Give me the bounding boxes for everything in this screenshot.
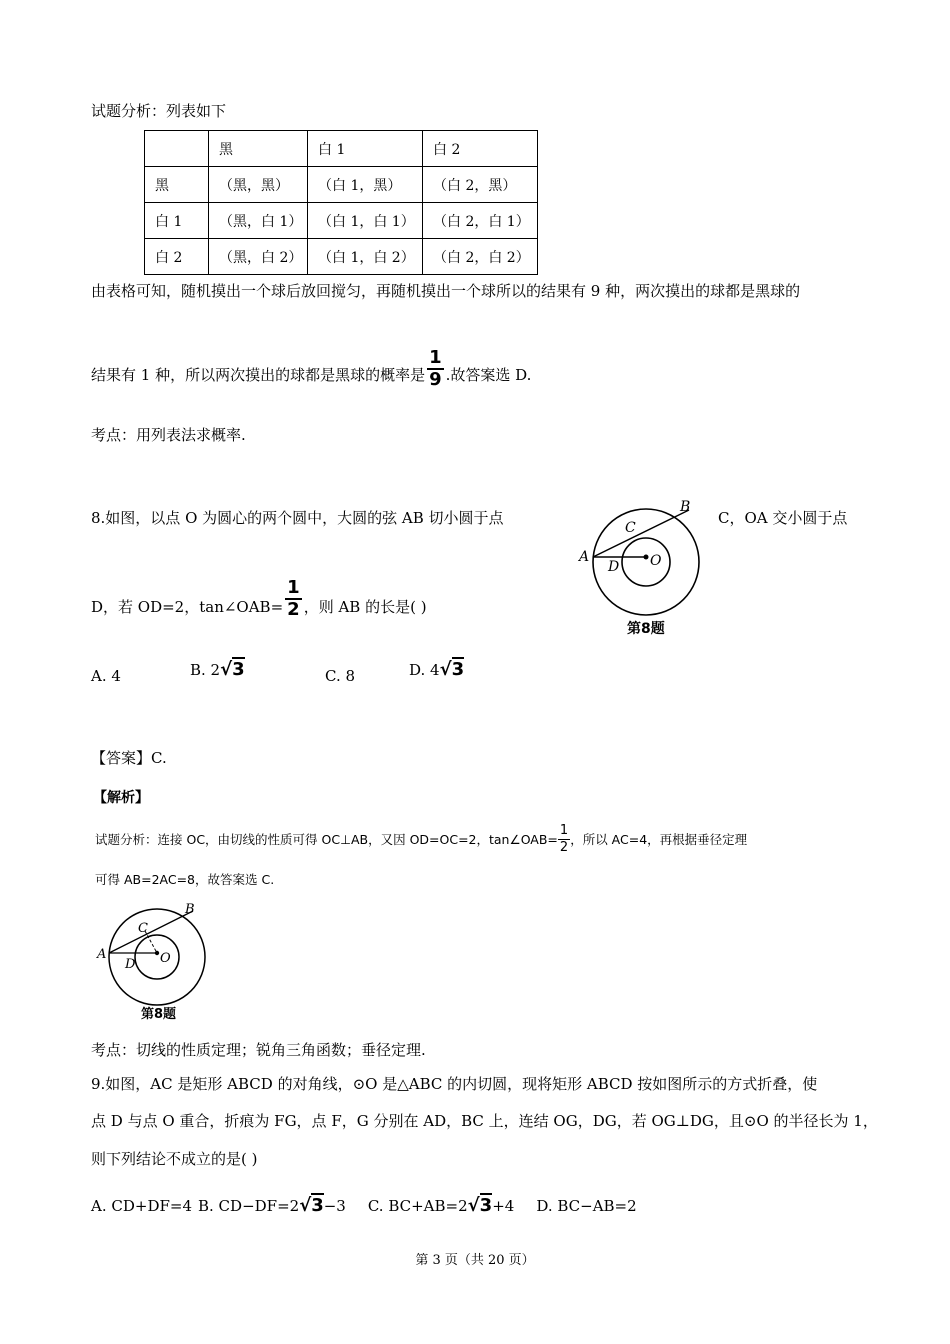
analysis-text: 试题分析：连接 OC，由切线的性质可得 OC⊥AB，又因 OD=OC=2，tan∠OAB=	[95, 832, 558, 847]
q7-text: 结果有 1 种，所以两次摸出的球都是黑球的概率是	[91, 366, 426, 384]
fraction-denominator: 2	[287, 599, 300, 620]
fraction-denominator: 9	[429, 369, 442, 390]
q9-line-2: 点 D 与点 O 重合，折痕为 FG，点 F，G 分别在 AD，BC 上，连结 OG，DG，若 OG⊥DG，且⊙O 的半径长为 1，	[91, 1112, 878, 1130]
analysis-text-end: ，所以 AC=4，再根据垂径定理	[570, 832, 748, 847]
fraction-numerator: 1	[559, 822, 569, 838]
table-cell: （黑，黑）	[209, 167, 308, 203]
q9-option-b	[198, 1196, 346, 1216]
label-b: B	[680, 499, 691, 515]
option-text: C. BC+AB=2	[367, 1197, 468, 1215]
q7-text-end: .故答案选 D.	[445, 366, 532, 384]
table-cell: （白 2，黑）	[423, 167, 538, 203]
outcome-table	[144, 130, 538, 275]
q8-option-d	[409, 660, 464, 680]
q7-paragraph-1: 由表格可知，随机摸出一个球后放回搅匀，再随机摸出一个球所以的结果有 9 种，两次摸出的球都是黑球的	[91, 282, 801, 300]
fraction-numerator: 1	[429, 347, 442, 368]
q8-option-c: C. 8	[325, 667, 356, 685]
label-o: O	[160, 951, 171, 966]
label-a: A	[97, 947, 107, 962]
option-text: B. CD−DF=2	[198, 1197, 300, 1215]
table-cell: 白 1	[308, 131, 423, 167]
q8-analysis-line-2: 可得 AB=2AC=8，故答案选 C.	[95, 872, 275, 887]
sqrt-symbol: √3	[220, 659, 245, 680]
fraction-denominator: 2	[559, 839, 569, 855]
q9-options	[91, 1186, 637, 1216]
q8-text-end: ，则 AB 的长是( )	[303, 598, 427, 616]
table-row	[145, 239, 538, 275]
q8-answer: 【答案】C.	[91, 749, 167, 767]
table-cell: （白 2，白 2）	[423, 239, 538, 275]
q9-option-c	[368, 1196, 514, 1216]
label-a: A	[579, 549, 590, 565]
fraction-one-half	[285, 578, 302, 620]
q8-line-1-left: 8.如图，以点 O 为圆心的两个圆中，大圆的弦 AB 切小圆于点	[91, 509, 504, 527]
table-cell: 白 1	[145, 203, 209, 239]
q8-text: D，若 OD=2，tan∠OAB=	[91, 598, 284, 616]
sqrt-symbol: √3	[467, 1195, 493, 1216]
label-d: D	[608, 559, 620, 575]
q8-line-2	[91, 568, 427, 620]
label-c: C	[625, 520, 636, 536]
figure-caption: 第8题	[141, 1007, 177, 1022]
q8-kaodian: 考点：切线的性质定理；锐角三角函数；垂径定理.	[91, 1041, 426, 1059]
table-cell: （白 2，白 1）	[423, 203, 538, 239]
sqrt-radicand: 3	[451, 659, 465, 680]
table-cell: 白 2	[423, 131, 538, 167]
label-d: D	[125, 957, 136, 972]
table-cell: 白 2	[145, 239, 209, 275]
q8-option-a: A. 4	[91, 667, 121, 685]
option-text: B. 2	[190, 661, 221, 679]
option-text-end: +4	[492, 1197, 515, 1215]
sqrt-symbol: √3	[299, 1195, 324, 1216]
option-text: D. 4	[409, 661, 440, 679]
q9-option-d: D. BC−AB=2	[536, 1197, 637, 1215]
sqrt-radicand: 3	[232, 659, 245, 680]
table-row	[145, 167, 538, 203]
q7-paragraph-2	[91, 340, 531, 390]
q9-line-1: 9.如图，AC 是矩形 ABCD 的对角线，⊙O 是△ABC 的内切圆，现将矩形 ABCD 按如图所示的方式折叠，使	[91, 1075, 818, 1093]
q8-option-b	[190, 660, 245, 680]
table-cell: （白 1，黑）	[308, 167, 423, 203]
q7-kaodian: 考点：用列表法求概率.	[91, 426, 246, 444]
circle-figure-2	[95, 900, 215, 1025]
table-cell: 黑	[145, 167, 209, 203]
sqrt-radicand: 3	[479, 1195, 493, 1216]
q9-option-a: A. CD+DF=4	[91, 1197, 192, 1215]
page-footer: 第 3 页（共 20 页）	[415, 1253, 535, 1268]
analysis-heading: 试题分析：列表如下	[91, 102, 227, 120]
table-cell: 黑	[209, 131, 308, 167]
option-text-end: −3	[323, 1197, 346, 1215]
label-c: C	[138, 921, 148, 936]
figure-caption: 第8题	[627, 621, 665, 637]
sqrt-symbol: √3	[439, 659, 465, 680]
circle-figure	[575, 495, 710, 640]
table-cell	[145, 131, 209, 167]
label-b: B	[185, 902, 195, 917]
table-cell: （黑，白 2）	[209, 239, 308, 275]
sqrt-radicand: 3	[311, 1195, 324, 1216]
table-cell: （白 1，白 1）	[308, 203, 423, 239]
analysis-fraction	[558, 823, 570, 856]
q8-analysis-line-1	[95, 818, 747, 860]
table-header-row	[145, 131, 538, 167]
q9-line-3: 则下列结论不成立的是( )	[91, 1150, 258, 1168]
fraction-one-ninth	[427, 348, 444, 390]
q8-jiexi: 【解析】	[93, 790, 149, 806]
label-o: O	[650, 553, 662, 569]
q8-line-1-right: C，OA 交小圆于点	[718, 509, 848, 527]
table-cell: （白 1，白 2）	[308, 239, 423, 275]
table-row	[145, 203, 538, 239]
fraction-numerator: 1	[287, 577, 300, 598]
table-cell: （黑，白 1）	[209, 203, 308, 239]
